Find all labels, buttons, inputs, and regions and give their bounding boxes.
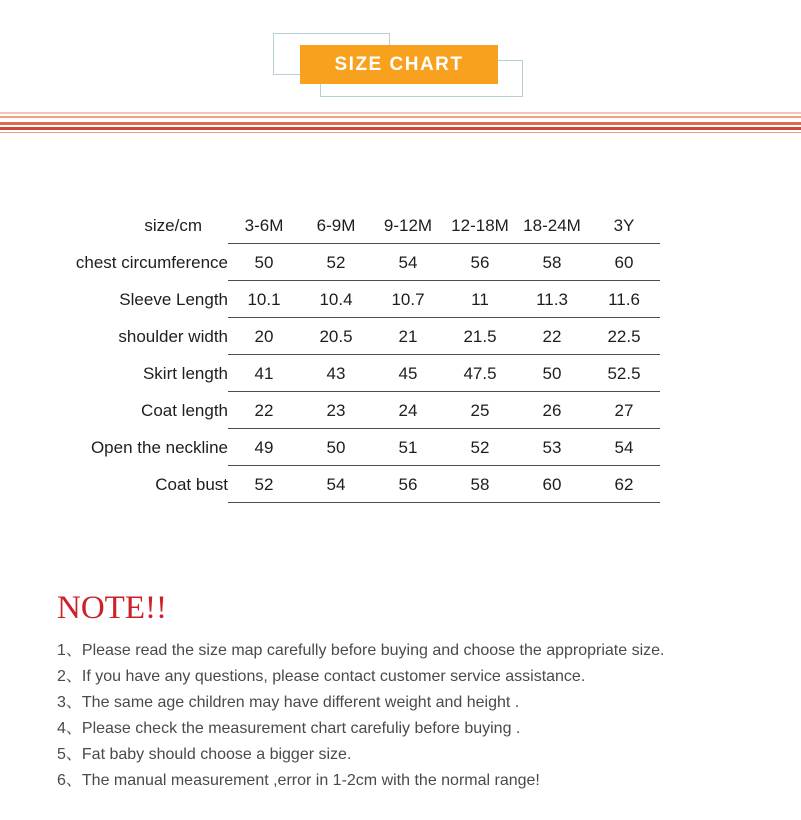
row-value: 11.3 xyxy=(536,290,568,309)
row-value: 10.1 xyxy=(247,290,281,309)
row-value: 62 xyxy=(614,475,634,494)
row-value: 50 xyxy=(254,253,274,272)
row-value: 50 xyxy=(326,438,346,457)
row-value: 43 xyxy=(326,364,346,383)
row-value: 52 xyxy=(326,253,346,272)
header-cell-size-cm: size/cm xyxy=(144,216,202,235)
header-cell: 9-12M xyxy=(383,216,433,235)
row-value: 23 xyxy=(326,401,346,420)
header-cell: 18-24M xyxy=(523,216,581,235)
table-row xyxy=(58,244,660,281)
header-cell: 3-6M xyxy=(244,216,284,235)
note-item: 2、If you have any questions, please contact customer service assistance. xyxy=(57,668,586,685)
banner-title: SIZE CHART xyxy=(300,45,498,84)
header-cell: 6-9M xyxy=(316,216,356,235)
row-value: 11 xyxy=(471,290,489,309)
stripe-line xyxy=(0,122,801,125)
row-value: 47.5 xyxy=(463,364,497,383)
table-row xyxy=(58,466,660,503)
row-value: 56 xyxy=(398,475,418,494)
table-row xyxy=(58,429,660,466)
size-chart-banner xyxy=(273,33,525,99)
row-label: Sleeve Length xyxy=(119,290,228,309)
row-value: 20 xyxy=(254,327,274,346)
row-label: chest circumference xyxy=(75,253,228,272)
row-label: shoulder width xyxy=(118,327,228,346)
table-header-row xyxy=(58,207,660,244)
row-value: 54 xyxy=(326,475,346,494)
row-value: 54 xyxy=(398,253,418,272)
row-value: 20.5 xyxy=(319,327,353,346)
row-label: Coat bust xyxy=(155,475,228,494)
row-value: 52 xyxy=(470,438,490,457)
stripe-line xyxy=(0,132,801,133)
note-list xyxy=(57,638,664,794)
row-value: 10.4 xyxy=(319,290,353,309)
row-value: 22.5 xyxy=(607,327,641,346)
row-value: 27 xyxy=(614,401,634,420)
row-value: 10.7 xyxy=(391,290,425,309)
row-value: 11.6 xyxy=(608,290,640,309)
row-value: 52.5 xyxy=(607,364,641,383)
row-value: 45 xyxy=(398,364,418,383)
row-label: Coat length xyxy=(141,401,228,420)
row-value: 52 xyxy=(254,475,274,494)
note-item: 1、Please read the size map carefully before buying and choose the appropriate size. xyxy=(57,642,665,659)
row-value: 58 xyxy=(470,475,490,494)
table-row xyxy=(58,392,660,429)
row-value: 25 xyxy=(470,401,490,420)
note-item: 6、The manual measurement ,error in 1-2cm with the normal range! xyxy=(57,772,540,789)
row-value: 21.5 xyxy=(463,327,497,346)
row-value: 60 xyxy=(542,475,562,494)
row-value: 41 xyxy=(254,364,274,383)
header-cell: 12-18M xyxy=(451,216,509,235)
stripe-line xyxy=(0,112,801,114)
note-item: 3、The same age children may have different weight and height . xyxy=(57,694,520,711)
note-title: NOTE!! xyxy=(57,590,167,626)
row-label: Open the neckline xyxy=(90,438,228,457)
table-row xyxy=(58,318,660,355)
row-value: 53 xyxy=(542,438,562,457)
stripe-line xyxy=(0,127,801,130)
row-value: 50 xyxy=(542,364,562,383)
row-value: 21 xyxy=(398,327,418,346)
row-value: 58 xyxy=(542,253,562,272)
row-value: 49 xyxy=(254,438,274,457)
row-label: Skirt length xyxy=(142,364,228,383)
divider-stripes xyxy=(0,112,801,133)
size-table xyxy=(58,207,660,503)
row-value: 22 xyxy=(542,327,562,346)
row-value: 60 xyxy=(614,253,634,272)
row-value: 51 xyxy=(398,438,418,457)
row-value: 56 xyxy=(470,253,490,272)
table-row xyxy=(58,355,660,392)
row-value: 22 xyxy=(254,401,274,420)
row-value: 26 xyxy=(542,401,562,420)
row-value: 54 xyxy=(614,438,634,457)
table-row xyxy=(58,281,660,318)
note-item: 5、Fat baby should choose a bigger size. xyxy=(57,746,352,763)
stripe-line xyxy=(0,116,801,118)
row-value: 24 xyxy=(398,401,418,420)
note-item: 4、Please check the measurement chart carefuliy before buying . xyxy=(57,720,521,737)
header-cell: 3Y xyxy=(613,216,635,235)
